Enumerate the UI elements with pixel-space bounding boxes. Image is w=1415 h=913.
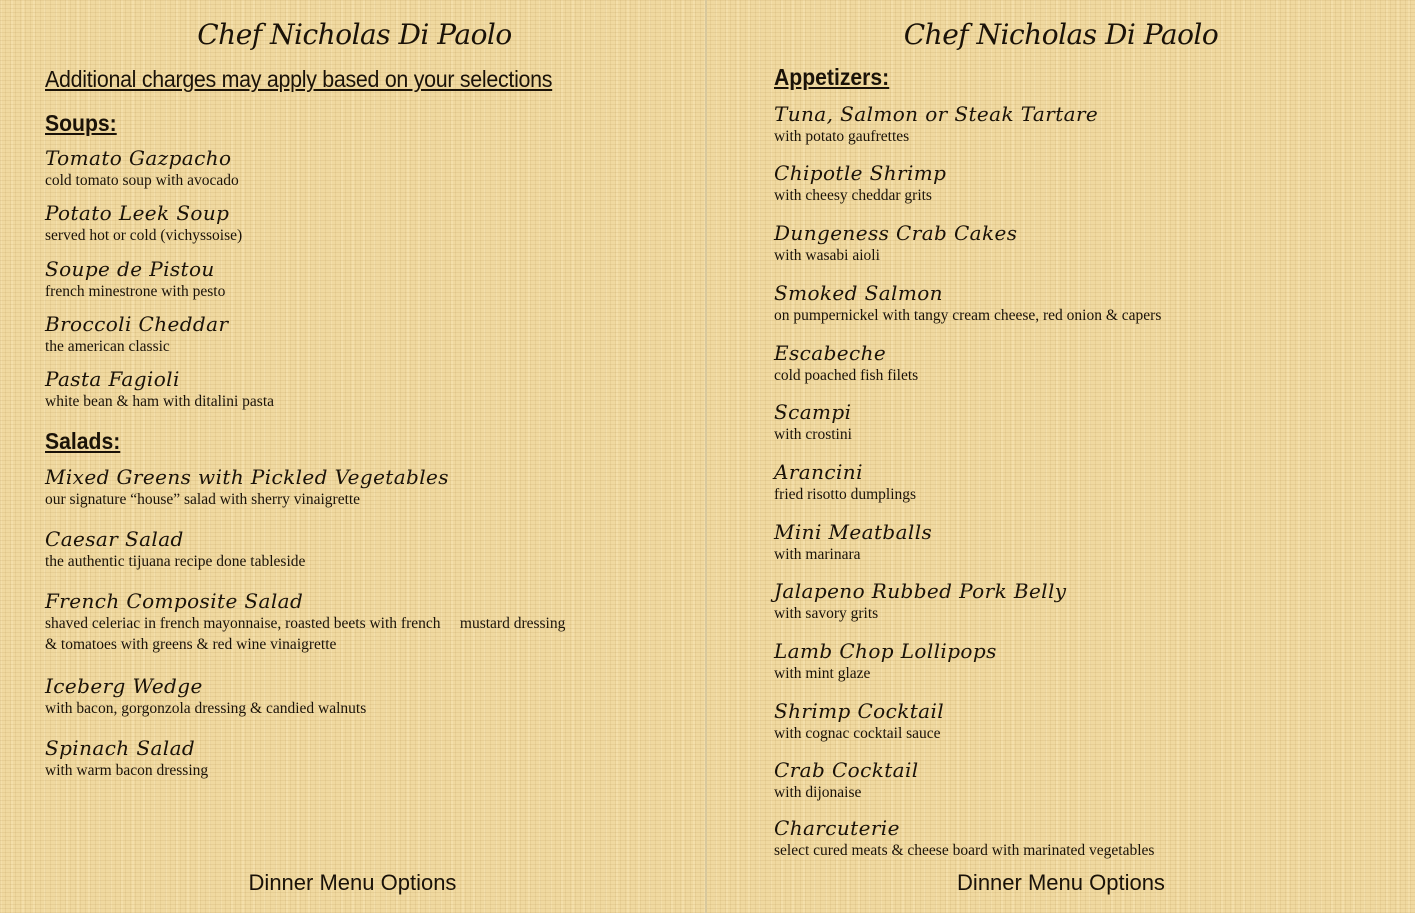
menu-item-name: Mini Meatballs	[774, 520, 933, 544]
menu-item-description: with cheesy cheddar grits	[774, 187, 932, 204]
menu-item-soup	[45, 313, 228, 357]
menu-item-description: cold poached fish filets	[774, 367, 919, 384]
menu-item-name: Potato Leek Soup	[45, 201, 230, 225]
menu-item-name: Escabeche	[774, 341, 887, 365]
menu-item-salad	[45, 675, 366, 719]
menu-item-appetizer	[774, 222, 1017, 266]
menu-item-name: Crab Cocktail	[774, 758, 919, 782]
menu-item-description: white bean & ham with ditalini pasta	[45, 393, 275, 410]
menu-item-description: the american classic	[45, 338, 170, 355]
menu-item-description: cold tomato soup with avocado	[45, 172, 239, 189]
menu-item-appetizer	[774, 700, 944, 744]
menu-item-appetizer	[774, 103, 1098, 147]
menu-item-name: Jalapeno Rubbed Pork Belly	[774, 579, 1067, 603]
menu-item-name: Pasta Fagioli	[45, 367, 180, 391]
page-footer: Dinner Menu Options	[248, 870, 457, 895]
menu-item-description: with crostini	[774, 426, 852, 443]
right-menu-page	[707, 0, 1415, 913]
menu-item-soup	[45, 202, 242, 246]
menu-item-description: the authentic tijuana recipe done tableside	[45, 553, 306, 570]
menu-item-appetizer	[774, 640, 997, 684]
menu-item-name: Caesar Salad	[45, 527, 184, 551]
menu-item-description: shaved celeriac in french mayonnaise, roasted beets with french mustard dressing	[45, 615, 566, 632]
menu-item-description: with wasabi aioli	[774, 247, 880, 264]
menu-item-appetizer	[774, 162, 946, 206]
menu-item-description: with potato gaufrettes	[774, 128, 910, 145]
menu-item-description: with bacon, gorgonzola dressing & candied walnuts	[45, 700, 367, 717]
menu-item-name: Tuna, Salmon or Steak Tartare	[774, 102, 1099, 126]
menu-item-name: Iceberg Wedge	[45, 674, 203, 698]
left-menu-page	[0, 0, 705, 913]
menu-item-salad	[45, 590, 565, 655]
additional-charges-note: Additional charges may apply based on your selections	[45, 66, 553, 92]
menu-item-description: with cognac cocktail sauce	[774, 725, 941, 742]
menu-item-name: Shrimp Cocktail	[774, 699, 945, 723]
chef-name-title: Chef Nicholas Di Paolo	[903, 18, 1219, 51]
menu-item-description: fried risotto dumplings	[774, 486, 917, 503]
menu-item-appetizer	[774, 342, 918, 386]
menu-item-name: Soupe de Pistou	[45, 257, 215, 281]
menu-item-description: with savory grits	[774, 605, 879, 622]
menu-item-appetizer	[774, 282, 1161, 326]
menu-item-description: french minestrone with pesto	[45, 283, 226, 300]
menu-item-name: Arancini	[774, 460, 863, 484]
menu-item-name: Charcuterie	[774, 816, 900, 840]
soups-heading: Soups:	[45, 110, 117, 136]
menu-item-appetizer	[774, 759, 919, 803]
menu-item-name: Tomato Gazpacho	[45, 146, 232, 170]
menu-item-description: our signature “house” salad with sherry vinaigrette	[45, 491, 361, 508]
menu-item-appetizer	[774, 521, 932, 565]
menu-item-soup	[45, 147, 239, 191]
menu-item-description: with warm bacon dressing	[45, 762, 209, 779]
menu-item-salad	[45, 528, 305, 572]
menu-item-salad	[45, 737, 208, 781]
menu-item-name: French Composite Salad	[45, 589, 304, 613]
menu-item-appetizer	[774, 580, 1066, 624]
menu-item-description: with marinara	[774, 546, 861, 563]
menu-item-description: select cured meats & cheese board with marinated vegetables	[774, 842, 1155, 859]
menu-item-name: Chipotle Shrimp	[774, 161, 947, 185]
chef-name-title: Chef Nicholas Di Paolo	[197, 18, 512, 51]
menu-item-name: Broccoli Cheddar	[45, 312, 229, 336]
appetizers-heading: Appetizers:	[774, 64, 890, 90]
menu-item-description: with dijonaise	[774, 784, 862, 801]
menu-item-salad	[45, 466, 449, 510]
menu-item-name: Lamb Chop Lollipops	[774, 639, 997, 663]
salads-heading: Salads:	[45, 428, 121, 454]
menu-item-description: served hot or cold (vichyssoise)	[45, 227, 243, 244]
menu-item-description-continued: & tomatoes with greens & red wine vinaigrette	[45, 636, 337, 653]
menu-item-description: on pumpernickel with tangy cream cheese, red onion & capers	[774, 307, 1162, 324]
menu-item-name: Spinach Salad	[45, 736, 196, 760]
menu-item-name: Mixed Greens with Pickled Vegetables	[45, 465, 449, 489]
menu-item-soup	[45, 368, 274, 412]
menu-item-appetizer	[774, 401, 852, 445]
menu-item-description: with mint glaze	[774, 665, 871, 682]
page-footer: Dinner Menu Options	[957, 870, 1165, 895]
menu-item-appetizer	[774, 817, 1154, 861]
menu-item-soup	[45, 258, 225, 302]
menu-item-name: Scampi	[774, 400, 852, 424]
menu-item-appetizer	[774, 461, 916, 505]
menu-item-name: Dungeness Crab Cakes	[774, 221, 1018, 245]
menu-item-name: Smoked Salmon	[774, 281, 943, 305]
